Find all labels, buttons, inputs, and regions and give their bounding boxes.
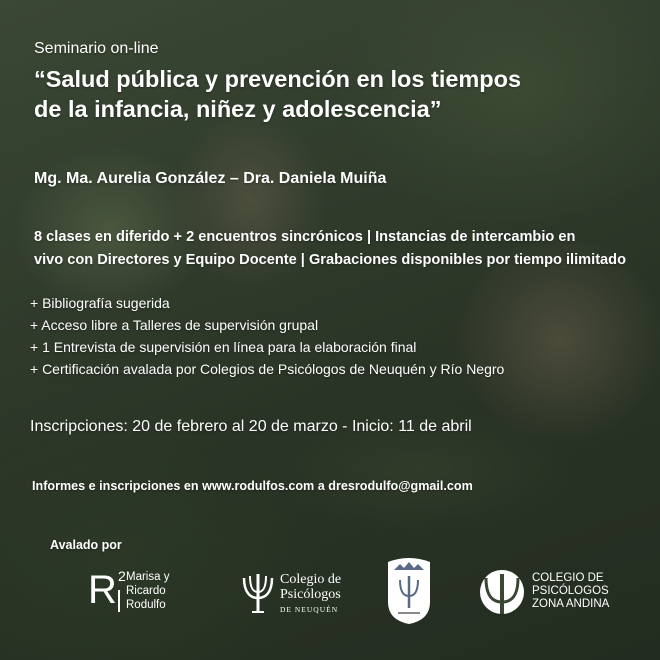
colegio-zona-andina-logo (478, 568, 628, 618)
colegio-neuquen-logo (240, 570, 360, 620)
class-details-line: vivo con Directores y Equipo Docente | Grabaciones disponibles por tiempo ilimitado (34, 252, 627, 268)
class-details-line: 8 clases en diferido + 2 encuentros sincrónicos | Instancias de intercambio en (34, 229, 576, 245)
colegio-neuquen-line: Colegio de (280, 572, 342, 587)
seminar-title (34, 64, 594, 124)
zona-andina-psi-icon (478, 568, 526, 616)
colegio-neuquen-line: Psicólogos (280, 587, 341, 602)
seminar-kicker: Seminario on-line (34, 40, 159, 57)
endorsed-by-label: Avalado por (50, 538, 122, 552)
rodulfo-logo-line: Ricardo (126, 585, 166, 597)
title-line: de la infancia, niñez y adolescencia” (34, 96, 442, 122)
registration-dates: Inscripciones: 20 de febrero al 20 de marzo - Inicio: 11 de abril (30, 418, 472, 435)
colegio-neuquen-text (280, 572, 341, 617)
zona-andina-line: COLEGIO DE (532, 572, 604, 584)
rodulfo-logo-line: Marisa y (126, 571, 170, 583)
zona-andina-line: PSICÓLOGOS (532, 585, 609, 597)
benefit-item: + 1 Entrevista de supervisión en línea para la elaboración final (30, 339, 417, 355)
rodulfo-logo (88, 568, 208, 618)
zona-andina-line: ZONA ANDINA (532, 598, 610, 610)
contact-info: Informes e inscripciones en www.rodulfos.com a dresrodulfo@gmail.com (32, 479, 473, 493)
colegio-neuquen-line: DE NEUQUÉN (280, 605, 339, 614)
rodulfo-logo-names (126, 570, 169, 612)
rodulfo-logo-letter: R (88, 568, 117, 612)
class-details (34, 226, 654, 272)
benefit-item: + Acceso libre a Talleres de supervisión grupal (30, 317, 319, 333)
benefits-list (30, 292, 504, 380)
benefit-item: + Bibliografía sugerida (30, 295, 170, 311)
rodulfo-logo-divider (118, 590, 120, 612)
psi-icon (240, 572, 276, 616)
benefit-item: + Certificación avalada por Colegios de Psicólogos de Neuquén y Río Negro (30, 361, 505, 377)
rodulfo-logo-line: Rodulfo (126, 599, 166, 611)
colegio-zona-andina-text (532, 572, 609, 611)
title-line: “Salud pública y prevención en los tiempos (34, 66, 522, 92)
psi-shield-seal-icon (386, 556, 432, 626)
seminar-authors: Mg. Ma. Aurelia González – Dra. Daniela Muiña (34, 170, 387, 187)
rodulfo-logo-superscript: 2 (118, 568, 126, 584)
